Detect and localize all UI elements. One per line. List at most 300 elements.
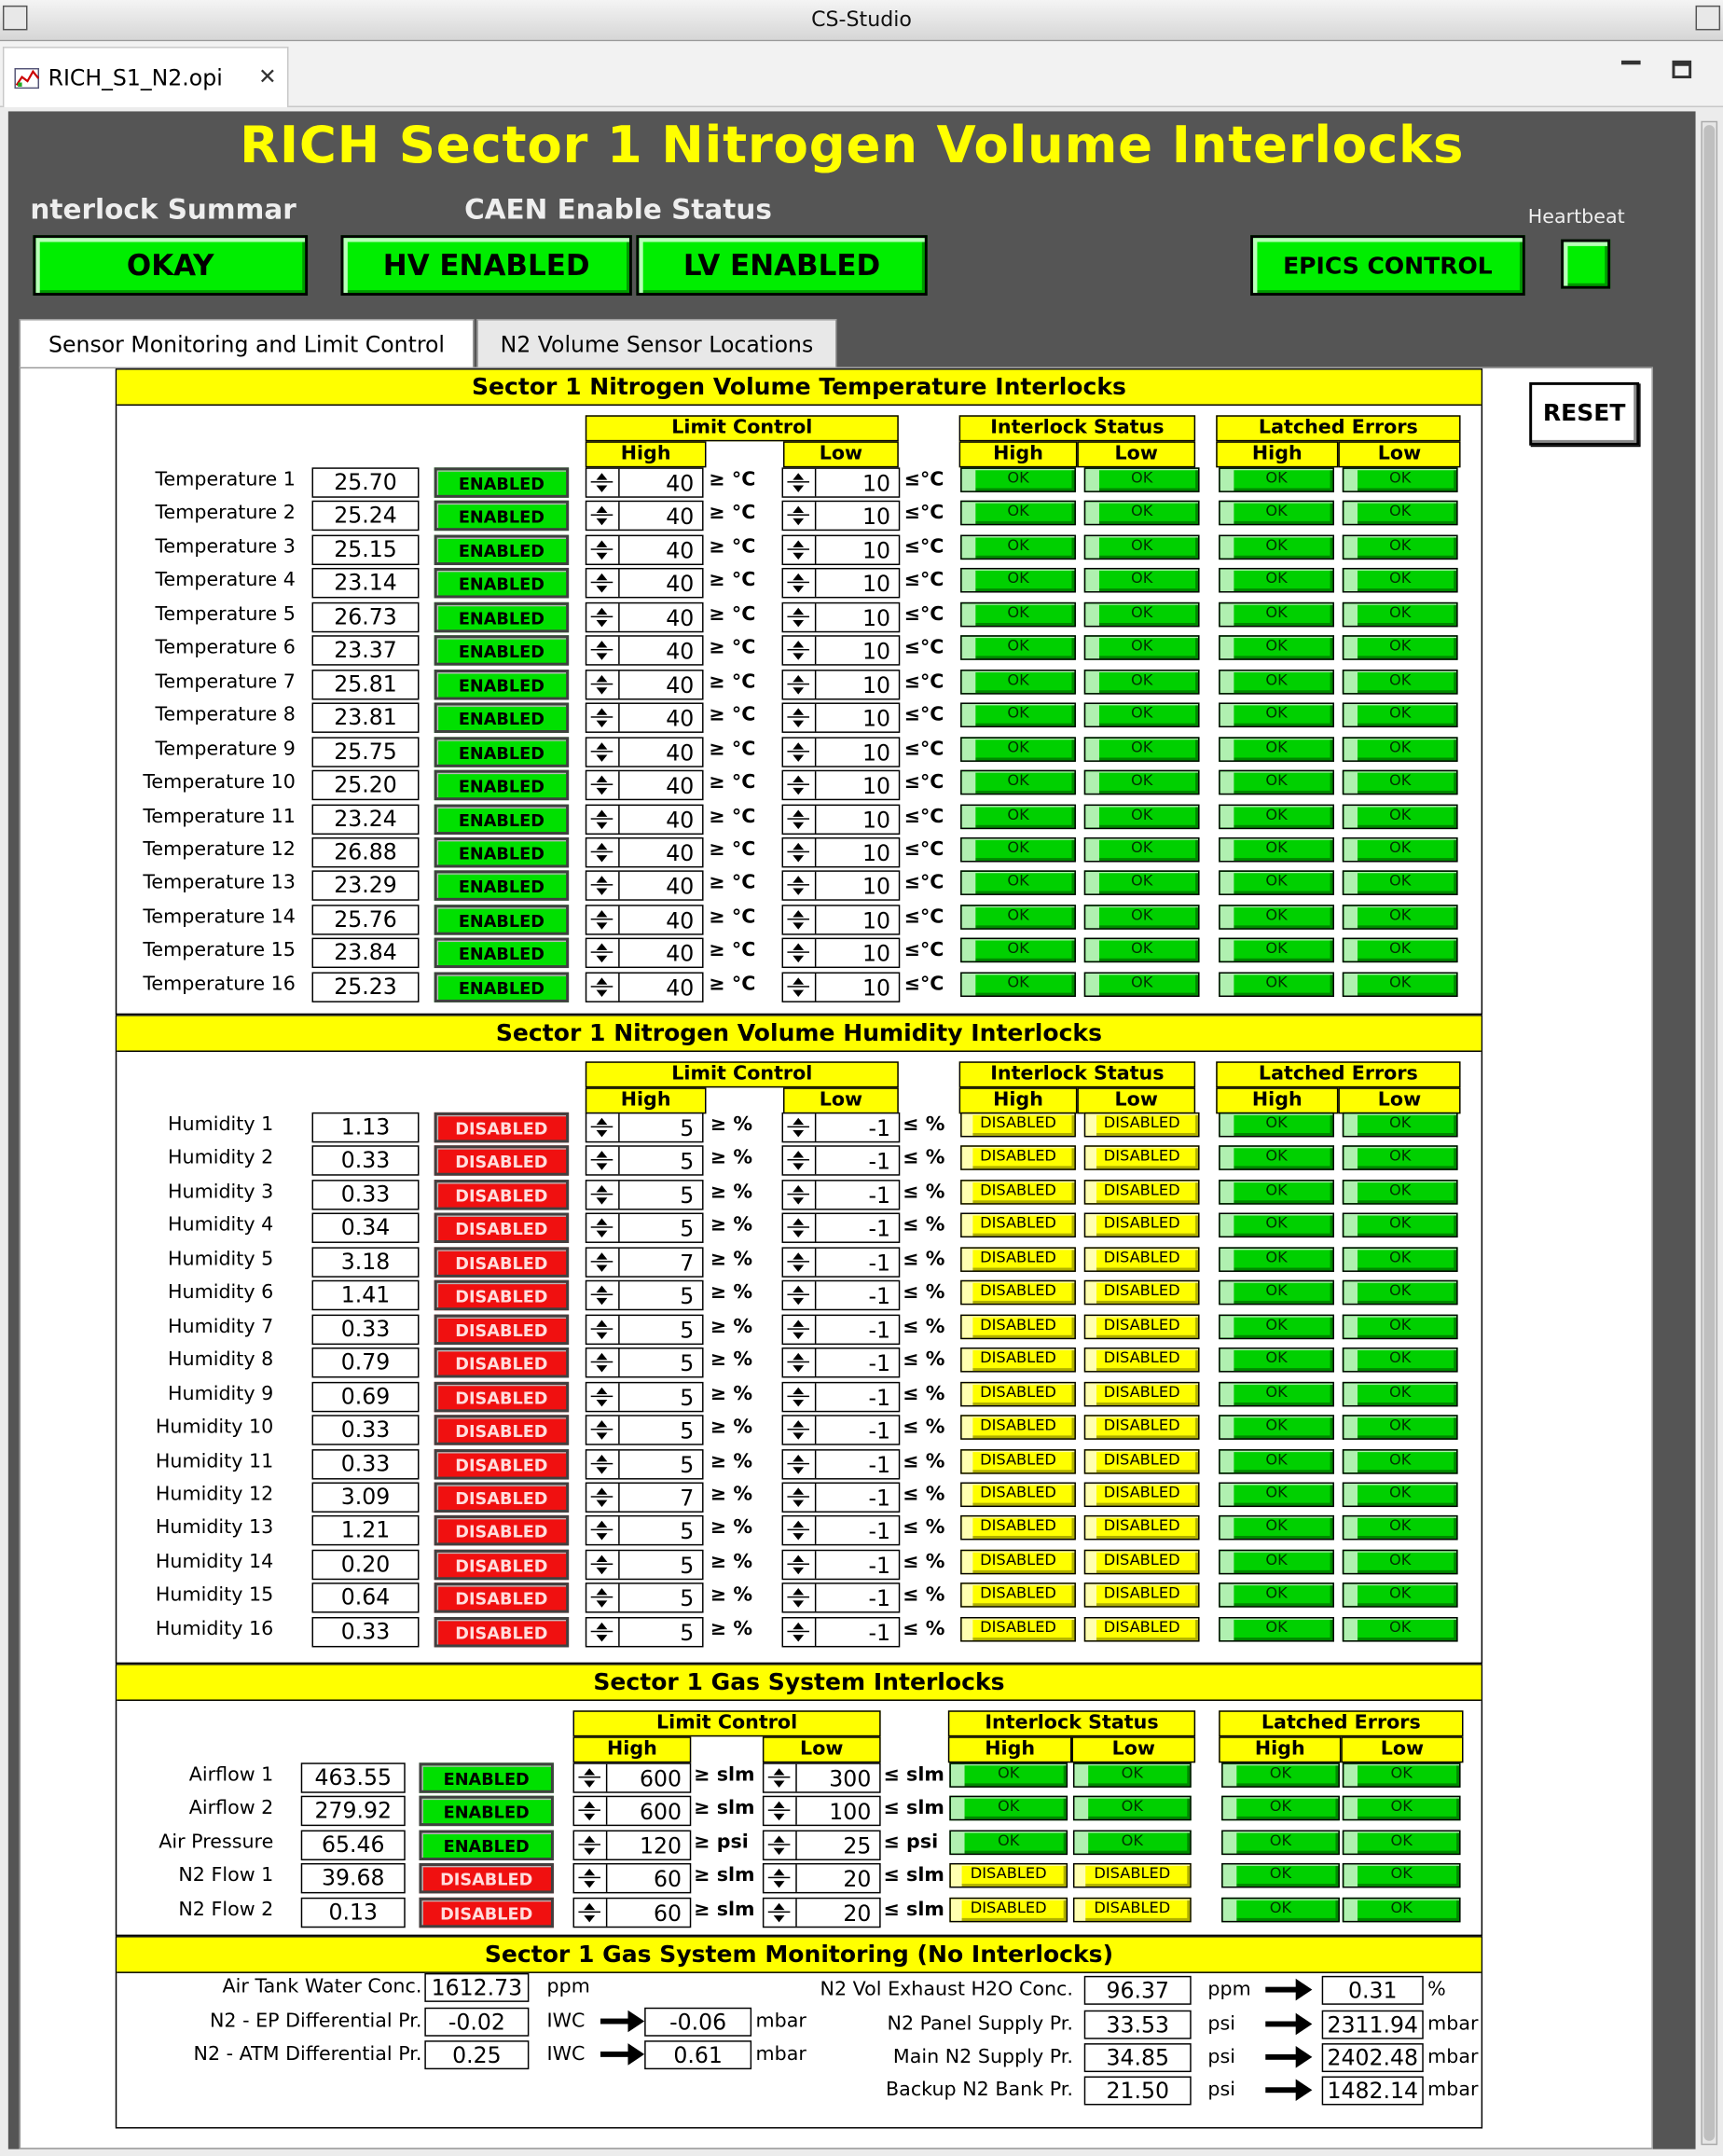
interlock-low-led: [1084, 905, 1200, 930]
high-limit-spinner[interactable]: [586, 467, 704, 497]
scrollbar-thumb[interactable]: [1703, 125, 1715, 2141]
sensor-label: Temperature 13: [143, 872, 296, 895]
high-limit-spinner[interactable]: [586, 703, 704, 733]
spinner-value[interactable]: 5: [680, 1148, 695, 1175]
spinner-arrows-icon[interactable]: [586, 1316, 619, 1343]
spinner-arrows-icon[interactable]: [586, 1450, 619, 1477]
low-limit-spinner[interactable]: [782, 1113, 901, 1142]
spinner-value[interactable]: -1: [868, 1182, 890, 1209]
low-limit-spinner[interactable]: [763, 1762, 881, 1792]
high-limit-spinner[interactable]: [586, 905, 704, 934]
low-limit-spinner[interactable]: [763, 1863, 881, 1893]
spinner-arrows-icon[interactable]: [586, 838, 619, 865]
spinner-value[interactable]: 40: [666, 504, 695, 531]
spinner-value[interactable]: 5: [680, 1585, 695, 1612]
low-limit-spinner[interactable]: [782, 1348, 901, 1377]
enable-toggle-button[interactable]: [434, 770, 569, 800]
spinner-arrows-icon[interactable]: [586, 1584, 619, 1611]
spinner-arrows-icon[interactable]: [586, 940, 619, 967]
reset-button[interactable]: RESET: [1529, 382, 1639, 446]
spinner-value[interactable]: 10: [862, 604, 890, 631]
spinner-value[interactable]: 5: [680, 1317, 695, 1344]
spinner-arrows-icon[interactable]: [783, 1316, 816, 1343]
spinner-value[interactable]: 7: [680, 1485, 695, 1512]
low-limit-spinner[interactable]: [782, 1415, 901, 1444]
low-limit-spinner[interactable]: [782, 1314, 901, 1344]
spinner-value[interactable]: 600: [639, 1765, 682, 1792]
enable-toggle-button[interactable]: [419, 1897, 553, 1927]
low-limit-spinner[interactable]: [782, 972, 901, 1002]
spinner-arrows-icon[interactable]: [586, 771, 619, 798]
sensor-readback: 25.76: [312, 905, 420, 934]
spinner-arrows-icon[interactable]: [783, 905, 816, 933]
spinner-value[interactable]: 10: [862, 739, 890, 766]
tab-sensor-locations[interactable]: N2 Volume Sensor Locations: [476, 319, 836, 368]
minimize-icon[interactable]: [1621, 61, 1641, 64]
high-limit-spinner[interactable]: [573, 1830, 692, 1859]
spinner-arrows-icon[interactable]: [783, 1517, 816, 1544]
spinner-arrows-icon[interactable]: [783, 1282, 816, 1309]
spinner-value[interactable]: 40: [666, 470, 695, 497]
enable-toggle-button[interactable]: [434, 1482, 569, 1512]
spinner-arrows-icon[interactable]: [586, 1484, 619, 1511]
spinner-value[interactable]: 10: [862, 806, 890, 833]
spinner-value[interactable]: 40: [666, 806, 695, 833]
low-limit-spinner[interactable]: [782, 467, 901, 497]
low-limit-spinner[interactable]: [782, 1180, 901, 1209]
spinner-value[interactable]: -1: [868, 1350, 890, 1377]
spinner-arrows-icon[interactable]: [783, 872, 816, 899]
spinner-value[interactable]: 10: [862, 940, 890, 968]
sensor-readback: 0.64: [312, 1583, 420, 1613]
spinner-value[interactable]: 10: [862, 873, 890, 900]
spinner-value[interactable]: 60: [653, 1900, 682, 1927]
high-limit-spinner[interactable]: [586, 1415, 704, 1444]
low-limit-spinner[interactable]: [782, 602, 901, 632]
spinner-arrows-icon[interactable]: [586, 570, 619, 597]
spinner-arrows-icon[interactable]: [783, 1349, 816, 1376]
enable-toggle-button[interactable]: [434, 1247, 569, 1277]
spinner-arrows-icon[interactable]: [783, 1249, 816, 1276]
spinner-arrows-icon[interactable]: [586, 603, 619, 630]
led-label: OK: [1007, 637, 1029, 656]
high-limit-spinner[interactable]: [586, 1113, 704, 1142]
low-limit-spinner[interactable]: [782, 737, 901, 767]
enable-toggle-button[interactable]: [434, 1314, 569, 1344]
spinner-arrows-icon[interactable]: [586, 1349, 619, 1376]
enable-toggle-button[interactable]: [434, 703, 569, 733]
low-limit-spinner[interactable]: [782, 636, 901, 666]
spinner-value[interactable]: 10: [862, 571, 890, 598]
spinner-value[interactable]: 40: [666, 671, 695, 698]
spinner-value[interactable]: 5: [680, 1451, 695, 1478]
spinner-arrows-icon[interactable]: [783, 1584, 816, 1611]
spinner-arrows-icon[interactable]: [764, 1899, 796, 1926]
spinner-arrows-icon[interactable]: [586, 1181, 619, 1208]
spinner-arrows-icon[interactable]: [574, 1798, 607, 1825]
led-label: DISABLED: [980, 1584, 1056, 1603]
spinner-arrows-icon[interactable]: [586, 1417, 619, 1444]
enable-toggle-button[interactable]: [434, 1180, 569, 1209]
low-limit-spinner[interactable]: [782, 703, 901, 733]
enable-toggle-button[interactable]: [434, 467, 569, 497]
low-limit-spinner[interactable]: [782, 837, 901, 867]
high-limit-spinner[interactable]: [586, 602, 704, 632]
spinner-value[interactable]: -1: [868, 1384, 890, 1411]
spinner-value[interactable]: 40: [666, 739, 695, 766]
high-limit-spinner[interactable]: [586, 1280, 704, 1310]
spinner-value[interactable]: 10: [862, 638, 890, 665]
spinner-arrows-icon[interactable]: [783, 603, 816, 630]
enable-toggle-button[interactable]: [434, 972, 569, 1002]
led-label: OK: [1389, 569, 1412, 588]
enable-toggle-button[interactable]: [434, 1415, 569, 1444]
spinner-value[interactable]: 100: [829, 1799, 872, 1826]
enable-toggle-button[interactable]: [434, 568, 569, 598]
high-limit-spinner[interactable]: [586, 1617, 704, 1647]
spinner-arrows-icon[interactable]: [586, 503, 619, 530]
gas-section: [116, 1664, 1482, 1936]
spinner-value[interactable]: -1: [868, 1317, 890, 1344]
spinner-value[interactable]: 10: [862, 537, 890, 564]
spinner-arrows-icon[interactable]: [586, 670, 619, 698]
high-limit-spinner[interactable]: [586, 1213, 704, 1243]
spinner-value[interactable]: 10: [862, 974, 890, 1002]
low-limit-spinner[interactable]: [782, 534, 901, 564]
spinner-arrows-icon[interactable]: [783, 838, 816, 865]
led-label: OK: [1389, 1214, 1412, 1233]
spinner-value[interactable]: 600: [639, 1799, 682, 1826]
enable-toggle-button[interactable]: [434, 1213, 569, 1243]
vertical-scrollbar[interactable]: [1701, 121, 1717, 2145]
enable-toggle-button[interactable]: [434, 1515, 569, 1545]
high-limit-spinner[interactable]: [586, 534, 704, 564]
spinner-value[interactable]: 10: [862, 671, 890, 698]
high-limit-spinner[interactable]: [586, 737, 704, 767]
high-limit-spinner[interactable]: [586, 568, 704, 598]
spinner-arrows-icon[interactable]: [783, 1484, 816, 1511]
spinner-value[interactable]: 300: [829, 1765, 872, 1792]
spinner-arrows-icon[interactable]: [586, 872, 619, 899]
spinner-value[interactable]: 40: [666, 940, 695, 968]
spinner-value[interactable]: 10: [862, 504, 890, 531]
spinner-arrows-icon[interactable]: [783, 1147, 816, 1174]
spinner-value[interactable]: 5: [680, 1350, 695, 1377]
high-limit-spinner[interactable]: [586, 1550, 704, 1580]
spinner-value[interactable]: 5: [680, 1384, 695, 1411]
latched-low-led: [1343, 636, 1458, 661]
spinner-arrows-icon[interactable]: [783, 503, 816, 530]
spinner-arrows-icon[interactable]: [586, 704, 619, 731]
spinner-value[interactable]: -1: [868, 1283, 890, 1310]
enable-toggle-button[interactable]: [434, 670, 569, 699]
spinner-value[interactable]: -1: [868, 1518, 890, 1545]
spinner-value[interactable]: 40: [666, 873, 695, 900]
spinner-value[interactable]: 5: [680, 1552, 695, 1579]
spinner-value[interactable]: -1: [868, 1148, 890, 1175]
high-limit-spinner[interactable]: [586, 972, 704, 1002]
high-limit-spinner[interactable]: [586, 804, 704, 834]
low-limit-spinner[interactable]: [782, 1448, 901, 1478]
high-limit-spinner[interactable]: [586, 1314, 704, 1344]
spinner-arrows-icon[interactable]: [783, 704, 816, 731]
led-label: OK: [1265, 1416, 1288, 1434]
low-limit-spinner[interactable]: [782, 938, 901, 968]
high-limit-spinner[interactable]: [586, 670, 704, 699]
spinner-value[interactable]: -1: [868, 1451, 890, 1478]
low-limit-spinner[interactable]: [763, 1897, 881, 1927]
spinner-value[interactable]: 40: [666, 604, 695, 631]
enable-toggle-button[interactable]: [434, 1113, 569, 1142]
spinner-arrows-icon[interactable]: [586, 1517, 619, 1544]
spinner-arrows-icon[interactable]: [764, 1865, 796, 1892]
spinner-arrows-icon[interactable]: [586, 738, 619, 765]
low-limit-spinner[interactable]: [782, 1482, 901, 1512]
latched-low-led: [1343, 1583, 1458, 1609]
spinner-arrows-icon[interactable]: [783, 1618, 816, 1645]
spinner-arrows-icon[interactable]: [783, 974, 816, 1001]
spinner-value[interactable]: 5: [680, 1114, 695, 1141]
spinner-value[interactable]: 20: [843, 1866, 872, 1893]
spinner-value[interactable]: 40: [666, 906, 695, 933]
enable-toggle-button[interactable]: [434, 1550, 569, 1580]
spinner-arrows-icon[interactable]: [586, 805, 619, 832]
epics-control-button[interactable]: EPICS CONTROL: [1250, 235, 1525, 296]
sensor-label: Humidity 15: [155, 1584, 274, 1607]
enable-toggle-button[interactable]: [434, 737, 569, 767]
enable-toggle-label: DISABLED: [440, 1903, 533, 1924]
high-limit-spinner[interactable]: [586, 1583, 704, 1613]
spinner-value[interactable]: -1: [868, 1114, 890, 1141]
spinner-arrows-icon[interactable]: [764, 1798, 796, 1825]
window-close-button[interactable]: [1696, 6, 1721, 31]
enable-toggle-button[interactable]: [434, 1583, 569, 1613]
spinner-value[interactable]: 10: [862, 470, 890, 497]
humidity-section: [116, 1015, 1482, 1664]
low-limit-spinner[interactable]: [782, 804, 901, 834]
spinner-arrows-icon[interactable]: [783, 536, 816, 563]
enable-toggle-button[interactable]: [434, 1280, 569, 1310]
low-limit-unit: ≤ %: [903, 1551, 945, 1573]
spinner-value[interactable]: 40: [666, 839, 695, 866]
high-limit-spinner[interactable]: [573, 1762, 692, 1792]
spinner-value[interactable]: 5: [680, 1619, 695, 1646]
low-limit-spinner[interactable]: [782, 501, 901, 531]
spinner-arrows-icon[interactable]: [586, 469, 619, 496]
spinner-arrows-icon[interactable]: [586, 1214, 619, 1241]
led-label: OK: [1130, 905, 1153, 924]
panel-supply-label: N2 Panel Supply Pr.: [887, 2012, 1073, 2036]
led-label: OK: [1007, 872, 1029, 891]
enable-toggle-button[interactable]: [434, 636, 569, 666]
low-limit-spinner[interactable]: [782, 1583, 901, 1613]
latched-high-led: [1219, 568, 1334, 593]
spinner-arrows-icon[interactable]: [783, 1417, 816, 1444]
high-limit-spinner[interactable]: [586, 1515, 704, 1545]
spinner-arrows-icon[interactable]: [783, 1551, 816, 1578]
spinner-arrows-icon[interactable]: [574, 1831, 607, 1859]
enable-toggle-button[interactable]: [419, 1863, 553, 1893]
led-label: DISABLED: [980, 1248, 1056, 1266]
high-limit-spinner[interactable]: [586, 1180, 704, 1209]
high-limit-spinner[interactable]: [573, 1863, 692, 1893]
high-limit-spinner[interactable]: [586, 1381, 704, 1411]
spinner-value[interactable]: 10: [862, 772, 890, 799]
spinner-value[interactable]: 5: [680, 1215, 695, 1242]
spinner-value[interactable]: -1: [868, 1585, 890, 1612]
low-limit-spinner[interactable]: [782, 1381, 901, 1411]
interlock-high-led: [949, 1897, 1068, 1922]
spinner-arrows-icon[interactable]: [586, 1147, 619, 1174]
enable-toggle-label: DISABLED: [455, 1488, 548, 1509]
enable-toggle-button[interactable]: [434, 1617, 569, 1647]
spinner-value[interactable]: -1: [868, 1417, 890, 1444]
spinner-arrows-icon[interactable]: [574, 1865, 607, 1892]
spinner-value[interactable]: 40: [666, 571, 695, 598]
spinner-arrows-icon[interactable]: [783, 1383, 816, 1410]
low-limit-spinner[interactable]: [782, 1550, 901, 1580]
low-limit-spinner[interactable]: [763, 1796, 881, 1826]
maximize-icon[interactable]: [1672, 61, 1691, 78]
high-limit-spinner[interactable]: [586, 837, 704, 867]
enable-toggle-button[interactable]: [434, 602, 569, 632]
spinner-value[interactable]: 5: [680, 1518, 695, 1545]
spinner-value[interactable]: 5: [680, 1182, 695, 1209]
spinner-arrows-icon[interactable]: [783, 1113, 816, 1140]
spinner-arrows-icon[interactable]: [783, 469, 816, 496]
spinner-arrows-icon[interactable]: [586, 637, 619, 664]
low-limit-spinner[interactable]: [782, 871, 901, 901]
spinner-value[interactable]: -1: [868, 1485, 890, 1512]
interlock-low-led: [1084, 737, 1200, 762]
spinner-value[interactable]: 40: [666, 638, 695, 665]
spinner-arrows-icon[interactable]: [586, 1618, 619, 1645]
spinner-value[interactable]: 60: [653, 1866, 682, 1893]
low-limit-spinner[interactable]: [782, 568, 901, 598]
spinner-value[interactable]: 40: [666, 705, 695, 732]
spinner-arrows-icon[interactable]: [783, 1181, 816, 1208]
spinner-arrows-icon[interactable]: [586, 1383, 619, 1410]
spinner-value[interactable]: -1: [868, 1250, 890, 1277]
high-limit-spinner[interactable]: [586, 1247, 704, 1277]
spinner-arrows-icon[interactable]: [783, 771, 816, 798]
low-limit-spinner[interactable]: [782, 1247, 901, 1277]
tab-sensor-monitoring[interactable]: Sensor Monitoring and Limit Control: [20, 319, 475, 368]
spinner-value[interactable]: 40: [666, 537, 695, 564]
enable-toggle-button[interactable]: [434, 905, 569, 934]
latched-high-header: High: [1216, 441, 1338, 467]
spinner-value[interactable]: 120: [639, 1832, 682, 1859]
high-limit-spinner[interactable]: [586, 1448, 704, 1478]
high-limit-spinner[interactable]: [586, 1146, 704, 1176]
low-limit-spinner[interactable]: [782, 1515, 901, 1545]
spinner-arrows-icon[interactable]: [574, 1899, 607, 1926]
low-limit-spinner[interactable]: [782, 1280, 901, 1310]
spinner-arrows-icon[interactable]: [764, 1831, 796, 1859]
enable-toggle-button[interactable]: [434, 1348, 569, 1377]
spinner-arrows-icon[interactable]: [574, 1764, 607, 1791]
spinner-value[interactable]: 10: [862, 839, 890, 866]
led-label: OK: [1130, 502, 1153, 521]
spinner-arrows-icon[interactable]: [783, 670, 816, 698]
spinner-arrows-icon[interactable]: [586, 1551, 619, 1578]
editor-tab[interactable]: [3, 47, 289, 107]
enable-toggle-button[interactable]: [434, 871, 569, 901]
latched-low-header: Low: [1341, 1736, 1463, 1762]
high-limit-spinner[interactable]: [573, 1897, 692, 1927]
high-limit-spinner[interactable]: [586, 1482, 704, 1512]
enable-toggle-button[interactable]: [434, 1448, 569, 1478]
spinner-arrows-icon[interactable]: [586, 1282, 619, 1309]
low-limit-spinner[interactable]: [782, 1146, 901, 1176]
spinner-arrows-icon[interactable]: [586, 1249, 619, 1276]
sensor-label: Temperature 5: [155, 603, 296, 626]
low-limit-spinner[interactable]: [782, 770, 901, 800]
enable-toggle-button[interactable]: [434, 501, 569, 531]
enable-toggle-button[interactable]: [434, 1146, 569, 1176]
enable-toggle-button[interactable]: [434, 938, 569, 968]
close-tab-icon[interactable]: ✕: [258, 62, 277, 90]
high-limit-spinner[interactable]: [586, 871, 704, 901]
spinner-value[interactable]: -1: [868, 1552, 890, 1579]
high-limit-spinner[interactable]: [586, 636, 704, 666]
enable-toggle-label: ENABLED: [458, 541, 544, 561]
enable-toggle-button[interactable]: [419, 1762, 553, 1792]
spinner-value[interactable]: 25: [843, 1832, 872, 1859]
spinner-value[interactable]: 5: [680, 1417, 695, 1444]
low-limit-spinner[interactable]: [782, 670, 901, 699]
spinner-value[interactable]: -1: [868, 1215, 890, 1242]
spinner-arrows-icon[interactable]: [783, 805, 816, 832]
spinner-arrows-icon[interactable]: [586, 974, 619, 1001]
spinner-value[interactable]: 40: [666, 772, 695, 799]
led-label: DISABLED: [980, 1113, 1056, 1132]
enable-toggle-button[interactable]: [434, 1381, 569, 1411]
spinner-arrows-icon[interactable]: [783, 940, 816, 967]
spinner-arrows-icon[interactable]: [783, 738, 816, 765]
spinner-value[interactable]: 5: [680, 1283, 695, 1310]
enable-toggle-button[interactable]: [419, 1796, 553, 1826]
high-limit-spinner[interactable]: [586, 770, 704, 800]
spinner-value[interactable]: 40: [666, 974, 695, 1002]
high-limit-spinner[interactable]: [586, 1348, 704, 1377]
spinner-value[interactable]: -1: [868, 1619, 890, 1646]
spinner-arrows-icon[interactable]: [586, 905, 619, 933]
low-limit-spinner[interactable]: [782, 1617, 901, 1647]
low-limit-spinner[interactable]: [782, 1213, 901, 1243]
enable-toggle-button[interactable]: [434, 804, 569, 834]
spinner-value[interactable]: 7: [680, 1250, 695, 1277]
high-limit-spinner[interactable]: [586, 501, 704, 531]
spinner-arrows-icon[interactable]: [783, 1214, 816, 1241]
high-limit-spinner[interactable]: [573, 1796, 692, 1826]
spinner-value[interactable]: 10: [862, 705, 890, 732]
spinner-arrows-icon[interactable]: [586, 1113, 619, 1140]
spinner-arrows-icon[interactable]: [586, 536, 619, 563]
low-limit-spinner[interactable]: [763, 1830, 881, 1859]
spinner-arrows-icon[interactable]: [783, 570, 816, 597]
low-limit-spinner[interactable]: [782, 905, 901, 934]
enable-toggle-button[interactable]: [434, 534, 569, 564]
spinner-value[interactable]: 20: [843, 1900, 872, 1927]
high-limit-spinner[interactable]: [586, 938, 704, 968]
spinner-arrows-icon[interactable]: [764, 1764, 796, 1791]
spinner-arrows-icon[interactable]: [783, 1450, 816, 1477]
spinner-value[interactable]: 10: [862, 906, 890, 933]
spinner-arrows-icon[interactable]: [783, 637, 816, 664]
enable-toggle-button[interactable]: [419, 1830, 553, 1859]
enable-toggle-button[interactable]: [434, 837, 569, 867]
